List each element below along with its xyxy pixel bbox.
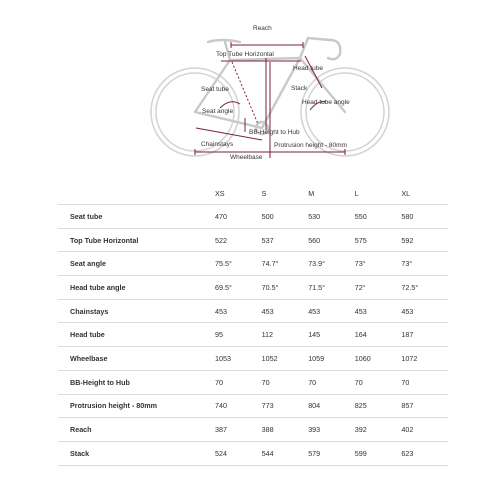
row-label: Reach — [58, 418, 215, 442]
table-cell: 1052 — [262, 347, 309, 371]
label-stack: Stack — [291, 85, 308, 92]
table-cell: 1060 — [355, 347, 402, 371]
table-cell: 388 — [262, 418, 309, 442]
label-reach: Reach — [253, 25, 272, 32]
row-label: BB-Height to Hub — [58, 370, 215, 394]
table-cell: 560 — [308, 228, 355, 252]
table-row — [58, 205, 448, 229]
table-cell: 112 — [262, 323, 309, 347]
row-label: Seat tube — [58, 205, 215, 229]
table-cell: 857 — [401, 394, 448, 418]
bike-geometry-diagram — [0, 0, 500, 170]
table-cell: 1059 — [308, 347, 355, 371]
label-seat-angle: Seat angle — [202, 108, 234, 115]
table-cell: 187 — [401, 323, 448, 347]
table-cell: 575 — [355, 228, 402, 252]
size-header: XL — [401, 183, 448, 205]
table-cell: 73° — [355, 252, 402, 276]
table-cell: 537 — [262, 228, 309, 252]
table-cell: 579 — [308, 441, 355, 465]
table-cell: 804 — [308, 394, 355, 418]
table-row — [58, 323, 448, 347]
table-cell: 453 — [262, 299, 309, 323]
table-cell: 393 — [308, 418, 355, 442]
table-cell: 402 — [401, 418, 448, 442]
row-label: Chainstays — [58, 299, 215, 323]
label-bb-height: BB-Height to Hub — [249, 129, 300, 136]
table-cell: 72° — [355, 276, 402, 300]
table-cell: 164 — [355, 323, 402, 347]
size-header: XS — [215, 183, 262, 205]
table-header-row — [58, 183, 448, 205]
table-cell: 73° — [401, 252, 448, 276]
table-cell: 592 — [401, 228, 448, 252]
table-cell: 70 — [355, 370, 402, 394]
row-label: Head tube — [58, 323, 215, 347]
table-cell: 453 — [215, 299, 262, 323]
table-cell: 73.9° — [308, 252, 355, 276]
table-cell: 70 — [308, 370, 355, 394]
table-cell: 70 — [215, 370, 262, 394]
geometry-table — [58, 183, 448, 466]
size-header: L — [355, 183, 402, 205]
table-cell: 530 — [308, 205, 355, 229]
table-cell: 1072 — [401, 347, 448, 371]
table-row — [58, 299, 448, 323]
header-spacer — [58, 183, 215, 205]
table-row — [58, 228, 448, 252]
table-row — [58, 347, 448, 371]
table-cell: 69.5° — [215, 276, 262, 300]
label-head-tube: Head tube — [293, 65, 323, 72]
label-seat-tube: Seat tube — [201, 86, 229, 93]
table-cell: 72.5° — [401, 276, 448, 300]
table-row — [58, 370, 448, 394]
table-cell: 599 — [355, 441, 402, 465]
table-cell: 500 — [262, 205, 309, 229]
table-cell: 623 — [401, 441, 448, 465]
row-label: Stack — [58, 441, 215, 465]
table-cell: 70 — [401, 370, 448, 394]
row-label: Seat angle — [58, 252, 215, 276]
label-top-tube-horizontal: Top Tube Horizontal — [216, 51, 274, 58]
row-label: Wheelbase — [58, 347, 215, 371]
table-cell: 453 — [355, 299, 402, 323]
row-label: Head tube angle — [58, 276, 215, 300]
table-cell: 70 — [262, 370, 309, 394]
label-head-tube-angle: Head tube angle — [302, 99, 350, 106]
table-cell: 453 — [401, 299, 448, 323]
row-label: Protrusion height - 80mm — [58, 394, 215, 418]
table-cell: 74.7° — [262, 252, 309, 276]
table-cell: 524 — [215, 441, 262, 465]
table-cell: 145 — [308, 323, 355, 347]
label-wheelbase: Wheelbase — [230, 154, 263, 161]
table-row — [58, 441, 448, 465]
table-cell: 550 — [355, 205, 402, 229]
table-cell: 470 — [215, 205, 262, 229]
table-cell: 825 — [355, 394, 402, 418]
label-protrusion: Protrusion height - 80mm — [274, 142, 347, 149]
size-header: S — [262, 183, 309, 205]
size-header: M — [308, 183, 355, 205]
table-row — [58, 252, 448, 276]
table-body — [58, 205, 448, 466]
row-label: Top Tube Horizontal — [58, 228, 215, 252]
table-cell: 70.5° — [262, 276, 309, 300]
table-cell: 544 — [262, 441, 309, 465]
table-row — [58, 276, 448, 300]
table-cell: 522 — [215, 228, 262, 252]
table-cell: 387 — [215, 418, 262, 442]
table-cell: 71.5° — [308, 276, 355, 300]
label-chainstays: Chainstays — [201, 141, 234, 148]
table-cell: 580 — [401, 205, 448, 229]
table-row — [58, 418, 448, 442]
table-row — [58, 394, 448, 418]
table-cell: 453 — [308, 299, 355, 323]
table-cell: 392 — [355, 418, 402, 442]
table-cell: 95 — [215, 323, 262, 347]
table-cell: 1053 — [215, 347, 262, 371]
table-cell: 75.5° — [215, 252, 262, 276]
table-cell: 740 — [215, 394, 262, 418]
table-cell: 773 — [262, 394, 309, 418]
